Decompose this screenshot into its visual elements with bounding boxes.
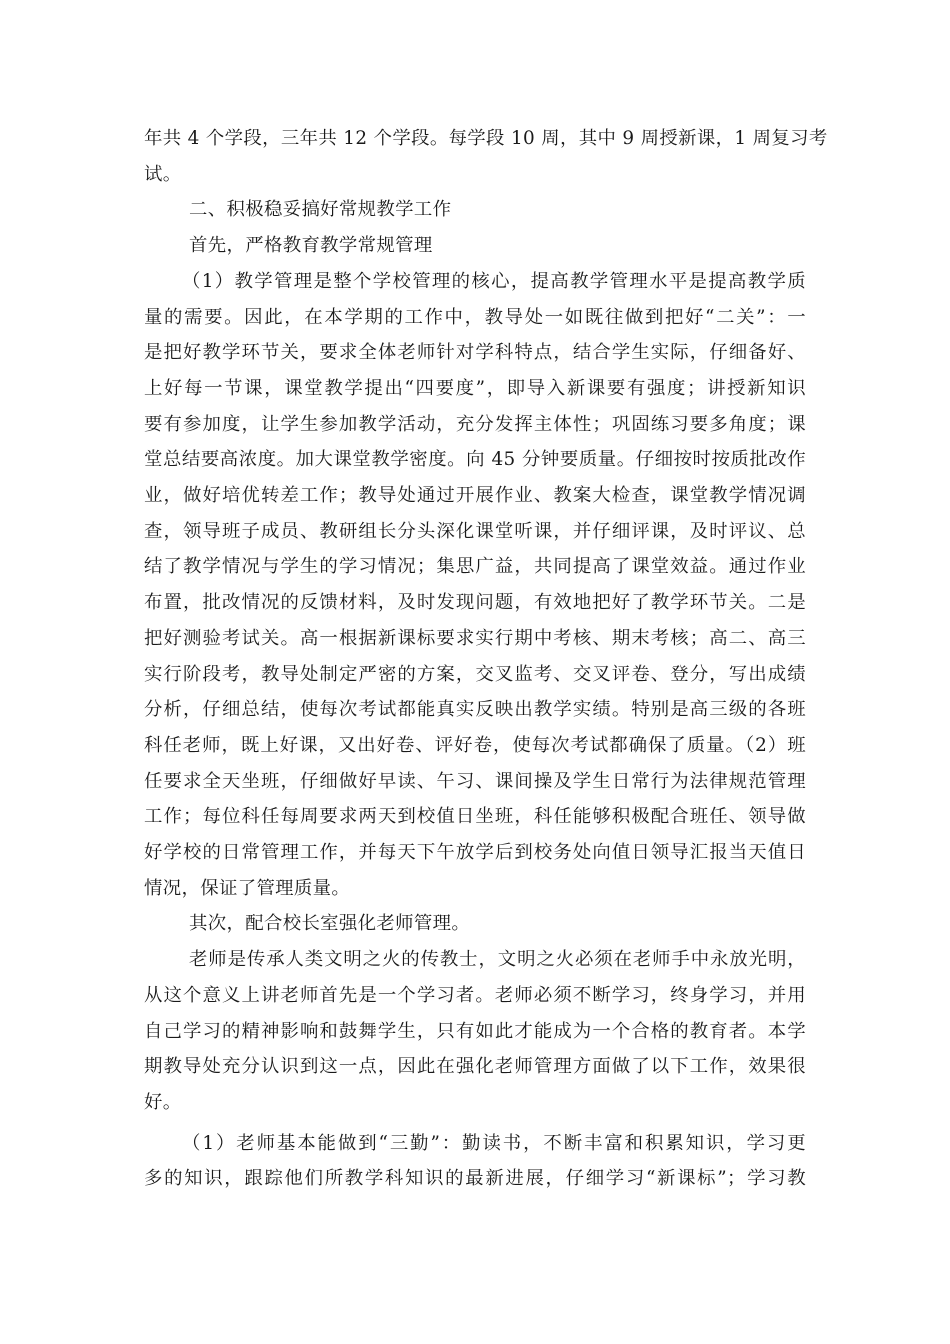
heading-text: 二、积极稳妥搞好常规教学工作	[189, 199, 452, 221]
text-line: 堂总结要高浓度。加大课堂教学密度。向 45 分钟要质量。仔细按时按质批改作	[144, 449, 806, 471]
text-line: 布置，批改情况的反馈材料，及时发现问题，有效地把好了教学环节关。二是	[144, 592, 806, 614]
text-line: 任要求全天坐班，仔细做好早读、午习、课间操及学生日常行为法律规范管理	[144, 770, 806, 792]
paragraph-teaching-management	[144, 264, 806, 907]
first-heading	[144, 228, 806, 264]
text-line: 是把好教学环节关，要求全体老师针对学科特点，结合学生实际，仔细备好、	[144, 342, 806, 364]
text-line: 好。	[144, 1091, 182, 1113]
text-line: 查，领导班子成员、教研组长分头深化课堂听课，并仔细评课，及时评议、总	[144, 520, 806, 542]
text-line: 量的需要。因此，在本学期的工作中，教导处一如既往做到把好“二关”：一	[144, 306, 806, 328]
text-line: 业，做好培优转差工作；教导处通过开展作业、教案大检查，课堂教学情况调	[144, 485, 806, 507]
text-line: 把好测验考试关。高一根据新课标要求实行期中考核、期末考核；高二、高三	[144, 627, 806, 649]
text-line: 要有参加度，让学生参加教学活动，充分发挥主体性；巩固练习要多角度；课	[144, 413, 806, 435]
text-line: 好学校的日常管理工作，并每天下午放学后到校务处向值日领导汇报当天值日	[144, 842, 806, 864]
text-line: 试。	[144, 163, 182, 185]
text-line: 实行阶段考，教导处制定严密的方案，交叉监考、交叉评卷、登分，写出成绩	[144, 663, 806, 685]
text-line: （1）老师基本能做到“三勤”：勤读书，不断丰富和积累知识，学习更	[182, 1132, 806, 1154]
text-line: 年共 4 个学段，三年共 12 个学段。每学段 10 周，其中 9 周授新课，1 周复习考	[144, 128, 828, 149]
text-line: （1）教学管理是整个学校管理的核心，提高教学管理水平是提高教学质	[182, 270, 806, 292]
text-line: 情况，保证了管理质量。	[144, 877, 351, 899]
text-line: 自己学习的精神影响和鼓舞学生，只有如此才能成为一个合格的教育者。本学	[144, 1020, 806, 1042]
paragraph-three-diligence	[144, 1126, 806, 1197]
text-line: 结了教学情况与学生的学习情况；集思广益，共同提高了课堂效益。通过作业	[144, 556, 806, 578]
paragraph-teacher-role	[144, 942, 806, 1121]
second-heading	[144, 906, 806, 942]
heading-text: 其次，配合校长室强化老师管理。	[189, 913, 471, 935]
text-line: 工作；每位科任每周要求两天到校值日坐班，科任能够积极配合班任、领导做	[144, 806, 806, 828]
document-page	[144, 121, 828, 1197]
text-line: 上好每一节课，课堂教学提出“四要度”，即导入新课要有强度；讲授新知识	[144, 377, 806, 399]
heading-text: 首先，严格教育教学常规管理	[189, 235, 433, 257]
text-line: 老师是传承人类文明之火的传教士，文明之火必须在老师手中永放光明，	[189, 949, 806, 971]
section-heading-two	[144, 192, 806, 228]
text-line: 从这个意义上讲老师首先是一个学习者。老师必须不断学习，终身学习，并用	[144, 984, 806, 1006]
text-line: 多的知识，跟踪他们所教学科知识的最新进展，仔细学习“新课标”；学习教	[144, 1168, 806, 1190]
text-line: 期教导处充分认识到这一点，因此在强化老师管理方面做了以下工作，效果很	[144, 1056, 806, 1078]
intro-paragraph	[144, 121, 828, 192]
text-line: 科任老师，既上好课，又出好卷、评好卷，使每次考试都确保了质量。（2）班	[144, 734, 806, 756]
text-line: 分析，仔细总结，使每次考试都能真实反映出教学实绩。特别是高三级的各班	[144, 699, 806, 721]
